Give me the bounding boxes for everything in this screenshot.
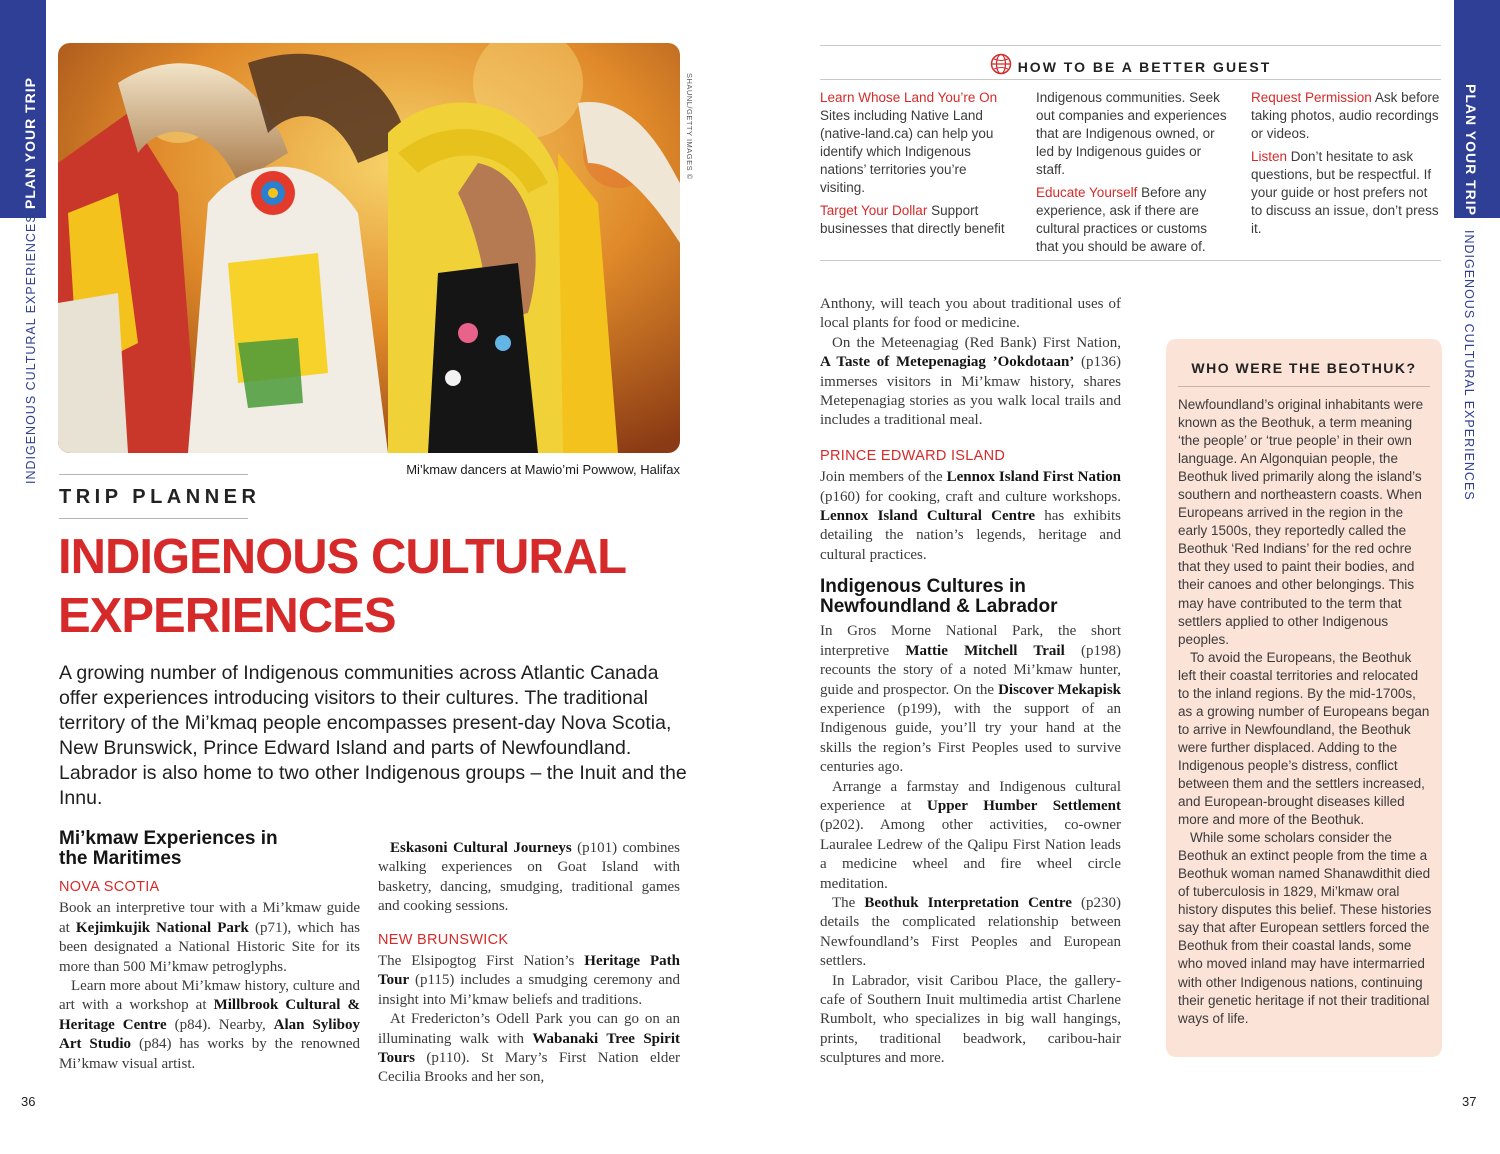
paragraph: While some scholars consider the Beothuk an extinct people from the time a Beothuk woman named Shanawdithit died of tuberculosis in 1829, Mi’kmaw oral history disputes this belief. These histories say that after European settlers forced the Beothuk from their coastal lands, some who moved inland may have intermarried with other Indigenous nations, continuing their genetic heritage if not their traditional ways of life.	[1178, 830, 1432, 1026]
guest-header	[820, 53, 1441, 80]
tip-title: Learn Whose Land You’re On	[820, 90, 998, 105]
paragraph	[378, 952, 680, 1010]
heading-newfoundland	[820, 577, 1121, 617]
text: On the Meteenagiag (Red Bank) First Nation,	[832, 334, 1121, 351]
text: (p115) includes a smudging ceremony and insight into Mi’kmaw beliefs and traditions.	[378, 972, 680, 1008]
place-kejimkujik: Kejimkujik National Park	[75, 919, 249, 936]
paragraph	[59, 977, 360, 1074]
tip-continued: Indigenous communities. Seek out companies and experiences that are Indigenous owned, or led by Indigenous guides or staff.	[1036, 90, 1227, 177]
page-number-right: 37	[1462, 1094, 1477, 1109]
place-alan-syliboy: Alan Syliboy Art Studio	[59, 1016, 360, 1053]
place-heritage-path: Heritage Path Tour	[378, 953, 680, 989]
tip	[1251, 89, 1441, 143]
tip	[1251, 148, 1441, 238]
paragraph	[378, 1010, 680, 1088]
place-upper-humber: Upper Humber Settlement	[927, 797, 1122, 814]
place-wabanaki: Wabanaki Tree Spirit Tours	[378, 1030, 680, 1067]
place-beothuk-centre: Beothuk Interpretation Centre	[864, 894, 1072, 911]
guest-rule-bottom	[820, 260, 1441, 261]
page-title-line1: INDIGENOUS CULTURAL	[58, 530, 627, 584]
side-section-right-label: INDIGENOUS CULTURAL EXPERIENCES	[1462, 230, 1476, 501]
place-discover-mekapisk: Discover Mekapisk	[998, 681, 1122, 698]
place-mattie-mitchell: Mattie Mitchell Trail	[905, 642, 1065, 659]
text: Learn more about Mi’kmaw history, culture and art with a workshop at	[59, 978, 360, 1014]
beothuk-body	[1178, 396, 1432, 1028]
side-tab-left-label: PLAN YOUR TRIP	[22, 77, 38, 209]
photo-illustration	[58, 43, 680, 453]
region-pei: PRINCE EDWARD ISLAND	[820, 447, 1006, 464]
paragraph	[378, 839, 680, 917]
paragraph	[820, 894, 1121, 972]
text: (p160) for cooking, craft and culture workshops.	[820, 488, 1121, 505]
page-title-line2: EXPERIENCES	[58, 589, 396, 643]
paragraph: To avoid the Europeans, the Beothuk left their coastal territories and relocated to the inland regions. By the mid-1700s, as a growing number of Europeans began to arrive in Newfoundland, the Beothuk were further displaced. Adding to the Indigenous people’s distress, conflict between them and the settlers increased, and European-brought diseases killed more and more of the Beothuk.	[1178, 649, 1430, 828]
text: In Gros Morne National Park, the short interpretive	[820, 623, 1121, 659]
paragraph	[820, 622, 1121, 777]
text: (p202). Among other activities, co-owner Lauralee Ledrew of the Qalipu First Nation leads a medicine wheel and fire wheel circle meditation.	[820, 817, 1121, 892]
column-1	[59, 829, 360, 1074]
beothuk-rule	[1178, 386, 1430, 387]
paragraph: Newfoundland’s original inhabitants were known as the Beothuk, a term meaning ‘the people’ or ‘true people’ in their own language. An Algonquian people, the Beothuk lived primarily along the island’s southern and northeastern coasts. When Europeans arrived in the region in the early 1500s, they reportedly called the Beothuk ‘Red Indians’ for the red ochre that they used to paint their bodies, and their canoes and other belongings. This may have contributed to the term that settlers applied to other Indigenous peoples.	[1178, 397, 1424, 647]
guest-column-1	[820, 89, 1012, 243]
guest-column-3	[1251, 89, 1441, 243]
place-taste-of-metepenagiag: A Taste of Metepenagiag ’Ookdotaan’	[820, 354, 1075, 371]
heading-newfoundland-line2: Newfoundland & Labrador	[820, 596, 1058, 618]
tip-title: Target Your Dollar	[820, 203, 928, 218]
column-3	[820, 295, 1121, 1069]
rule-bottom	[59, 518, 248, 519]
photo-credit: SHAUNL/GETTY IMAGES ©	[685, 73, 694, 180]
side-tab-right-label: PLAN YOUR TRIP	[1463, 84, 1479, 216]
text: (p101) combines walking experiences on Goat Island with basketry, dancing, smudging, traditional games and cooking sessions.	[378, 840, 681, 915]
heading-maritimes-line1: Mi’kmaw Experiences in	[59, 828, 278, 849]
tip-title: Listen	[1251, 149, 1288, 164]
text: (p136) immerses visitors in Mi’kmaw history, shares Metepenagiag stories as you walk local trails and includes a traditional meal.	[820, 354, 1121, 429]
tip-body: Before any experience, ask if there are cultural practices or customs that you should be aware of.	[1036, 185, 1208, 254]
text: At Fredericton’s Odell Park you can go on an illuminating walk with	[378, 1011, 680, 1047]
rule-top	[59, 474, 248, 475]
side-section-left-label: INDIGENOUS CULTURAL EXPERIENCES	[24, 213, 38, 484]
tip-title: Request Permission	[1251, 90, 1372, 105]
paragraph	[820, 778, 1121, 894]
text: has exhibits detailing the nation’s legends, heritage and cultural practices.	[820, 508, 1121, 563]
text: (p84) has works by the renowned Mi’kmaw visual artist.	[59, 1036, 360, 1072]
heading-maritimes-line2: the Maritimes	[59, 848, 182, 869]
place-lennox-island: Lennox Island First Nation	[946, 469, 1121, 486]
section-label: TRIP PLANNER	[59, 486, 261, 508]
column-2	[378, 839, 680, 1088]
guest-column-2	[1036, 89, 1232, 261]
text: (p84). Nearby,	[166, 1016, 274, 1033]
heading-newfoundland-line1: Indigenous Cultures in	[820, 576, 1026, 598]
text: The Elsipogtog First Nation’s	[378, 953, 585, 970]
intro-paragraph: A growing number of Indigenous communities across Atlantic Canada offer experiences introducing visitors to their cultures. The traditional territory of the Mi’kmaq people encompasses present-day Nova Scotia, New Brunswick, Prince Edward Island and parts of Newfoundland. Labrador is also home to two other Indigenous groups – the Inuit and the Innu.	[59, 662, 687, 809]
tip-body: Sites including Native Land (native-land.ca) can help you identify which Indigenous nations’ territories you’re visiting.	[820, 108, 994, 195]
tip-title: Educate Yourself	[1036, 185, 1138, 200]
tip-body: Ask before taking photos, audio recordings or videos.	[1251, 90, 1440, 141]
tip	[820, 89, 1012, 197]
text: experience (p199), with the support of an Indigenous guide, you’ll try your hand at the skills the region’s First Peoples used to survive centuries ago.	[820, 700, 1121, 776]
place-millbrook: Millbrook Cultural & Heritage Centre	[59, 997, 361, 1033]
place-eskasoni: Eskasoni Cultural Journeys	[390, 840, 572, 856]
text: The	[832, 894, 865, 911]
text: (p71), which has been designated a National Historic Site for its more than 500 Mi’kmaw petroglyphs.	[59, 919, 360, 975]
beothuk-title: WHO WERE THE BEOTHUK?	[1191, 360, 1417, 376]
page-number-left: 36	[21, 1094, 36, 1109]
heading-maritimes	[59, 829, 360, 869]
powwow-dancers-photo	[58, 43, 680, 453]
guest-rule-top	[820, 45, 1441, 46]
place-lennox-centre: Lennox Island Cultural Centre	[820, 508, 1035, 525]
text: (p230) details the complicated relationship between Newfoundland’s First Peoples and European settlers.	[820, 894, 1122, 970]
globe-icon	[990, 53, 1012, 80]
guest-title: HOW TO BE A BETTER GUEST	[1017, 58, 1272, 75]
guest-rule-mid	[820, 79, 1441, 80]
text: (p110). St Mary’s First Nation elder Cecilia Brooks and her son,	[378, 1050, 680, 1086]
tip-body: Support businesses that directly benefit	[820, 203, 1005, 236]
paragraph	[59, 899, 360, 977]
paragraph	[820, 334, 1121, 431]
text: Join members of the	[820, 469, 947, 486]
paragraph: Anthony, will teach you about traditional uses of local plants for food or medicine.	[820, 296, 1121, 332]
tip	[820, 202, 1012, 238]
tip-body: Don’t hesitate to ask questions, but be respectful. If your guide or host prefers not to discuss an issue, don’t press it.	[1251, 149, 1439, 236]
paragraph: In Labrador, visit Caribou Place, the gallery-cafe of Southern Inuit multimedia artist Charlene Rumbolt, who specializes in big wall hangings, prints, traditional beadwork, caribou-hair sculptures and more.	[820, 972, 1121, 1067]
paragraph	[820, 468, 1121, 565]
region-nova-scotia: NOVA SCOTIA	[59, 879, 160, 895]
region-new-brunswick: NEW BRUNSWICK	[378, 931, 509, 948]
text: Book an interpretive tour with a Mi’kmaw guide at	[59, 900, 360, 936]
text: Arrange a farmstay and Indigenous cultural experience at	[820, 778, 1121, 814]
text: (p198) recounts the story of a noted Mi’kmaw hunter, guide and prospector. On the	[820, 642, 1121, 698]
page-title	[58, 528, 626, 646]
photo-caption: Mi’kmaw dancers at Mawio’mi Powwow, Halifax	[406, 462, 680, 477]
tip	[1036, 184, 1232, 256]
